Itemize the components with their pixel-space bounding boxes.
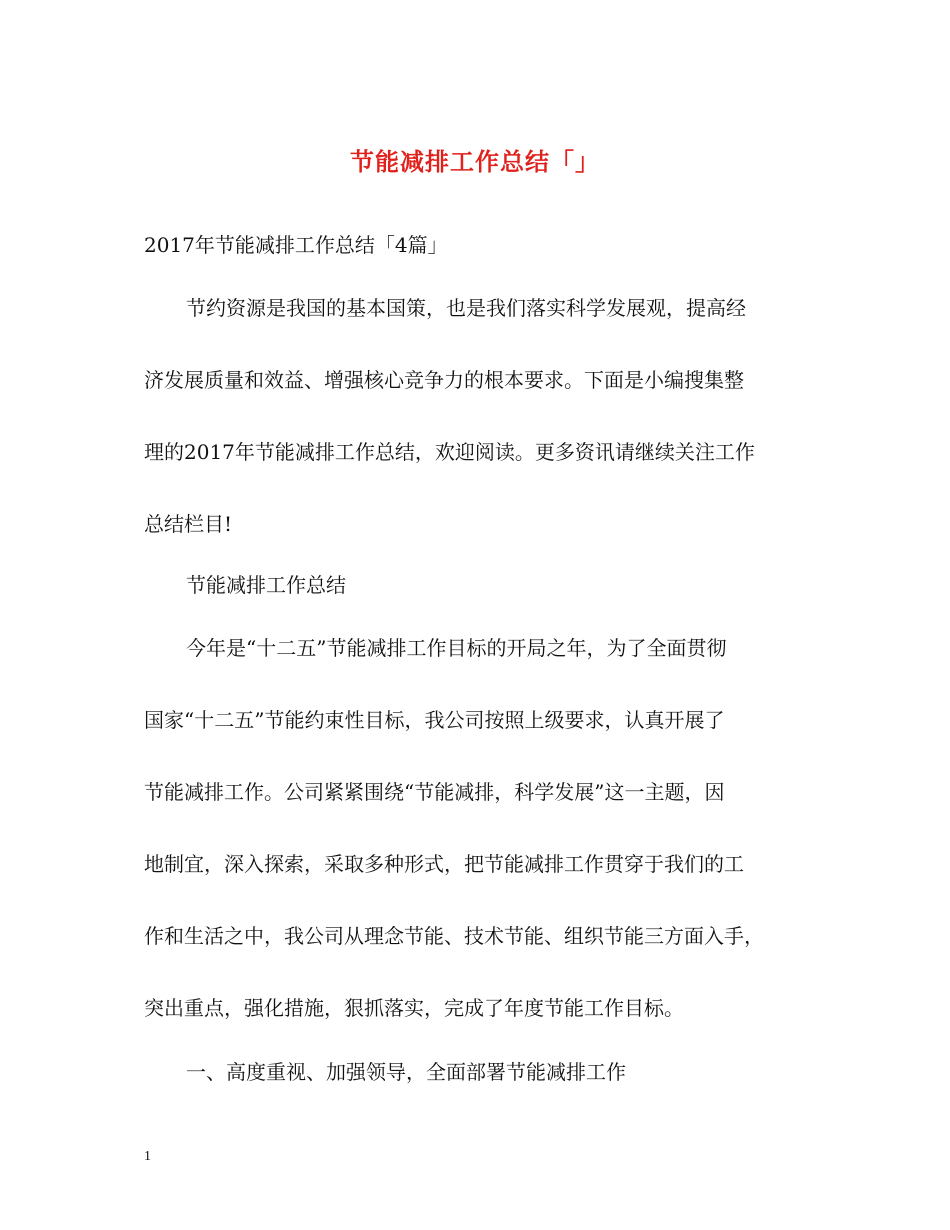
paragraph-line-8: 地制宜，深入探索，采取多种形式，把节能减排工作贯穿于我们的工 bbox=[144, 852, 744, 876]
paragraph-line-5: 今年是“十二五”节能减排工作目标的开局之年，为了全面贯彻 bbox=[186, 636, 727, 660]
paragraph-line-1: 节约资源是我国的基本国策，也是我们落实科学发展观，提高经 bbox=[186, 296, 746, 320]
page-number: 1 bbox=[144, 1149, 151, 1164]
paragraph-line-2: 济发展质量和效益、增强核心竞争力的根本要求。下面是小编搜集整 bbox=[144, 368, 744, 392]
paragraph-line-6: 国家“十二五”节能约束性目标，我公司按照上级要求，认真开展了 bbox=[144, 708, 725, 732]
paragraph-line-3: 理的2017年节能减排工作总结，欢迎阅读。更多资讯请继续关注工作 bbox=[144, 440, 755, 464]
paragraph-line-4: 总结栏目! bbox=[144, 512, 233, 536]
document-subtitle: 2017年节能减排工作总结「4篇」 bbox=[144, 233, 448, 257]
paragraph-line-10: 突出重点，强化措施，狠抓落实，完成了年度节能工作目标。 bbox=[144, 996, 684, 1020]
document-title: 节能减排工作总结「」 bbox=[350, 147, 600, 176]
section-heading: 节能减排工作总结 bbox=[186, 573, 346, 597]
subsection-heading: 一、高度重视、加强领导，全面部署节能减排工作 bbox=[186, 1060, 626, 1084]
paragraph-line-9: 作和生活之中，我公司从理念节能、技术节能、组织节能三方面入手， bbox=[144, 924, 764, 948]
paragraph-line-7: 节能减排工作。公司紧紧围绕“节能减排，科学发展”这一主题，因 bbox=[144, 780, 725, 804]
